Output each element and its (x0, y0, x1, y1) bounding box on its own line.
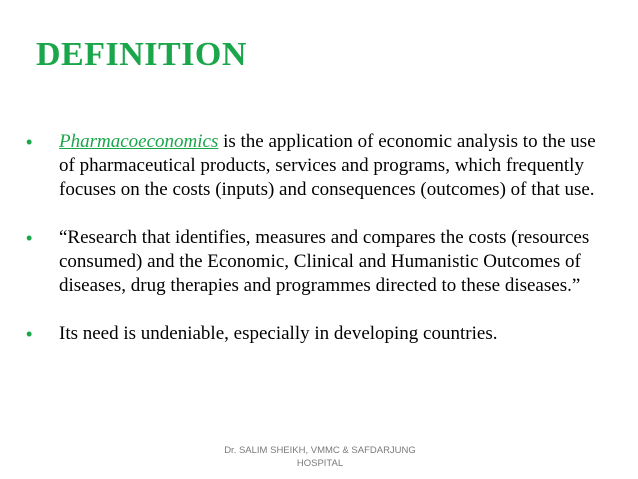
bullet-marker: • (26, 324, 33, 344)
footer-line: HOSPITAL (296, 458, 344, 469)
bullet-text: Its need is undeniable, especially in developing countries. (59, 323, 498, 344)
slide-footer (190, 444, 450, 470)
bullet-marker: • (26, 228, 33, 248)
bullet-item-need (26, 322, 616, 346)
footer-line: Dr. SALIM SHEIKH, VMMC & SAFDARJUNG (224, 445, 416, 456)
bullet-list (26, 130, 616, 346)
bullet-item-research (26, 226, 616, 298)
bullet-item-definition (26, 130, 616, 202)
bullet-marker: • (26, 132, 33, 152)
bullet-text: is the application of economic analysis to the use of pharmaceutical products, services and programs, which frequently focuses on the costs (inputs) and consequences (outcomes) of that use. (59, 131, 596, 200)
pharmacoeconomics-term[interactable]: Pharmacoeconomics (59, 131, 219, 152)
slide-title: DEFINITION (36, 36, 247, 73)
bullet-text: “Research that identifies, measures and compares the costs (resources consumed) and the Economic, Clinical and Humanistic Outcomes of diseases, drug therapies and programmes directed to these diseases.” (59, 227, 590, 296)
